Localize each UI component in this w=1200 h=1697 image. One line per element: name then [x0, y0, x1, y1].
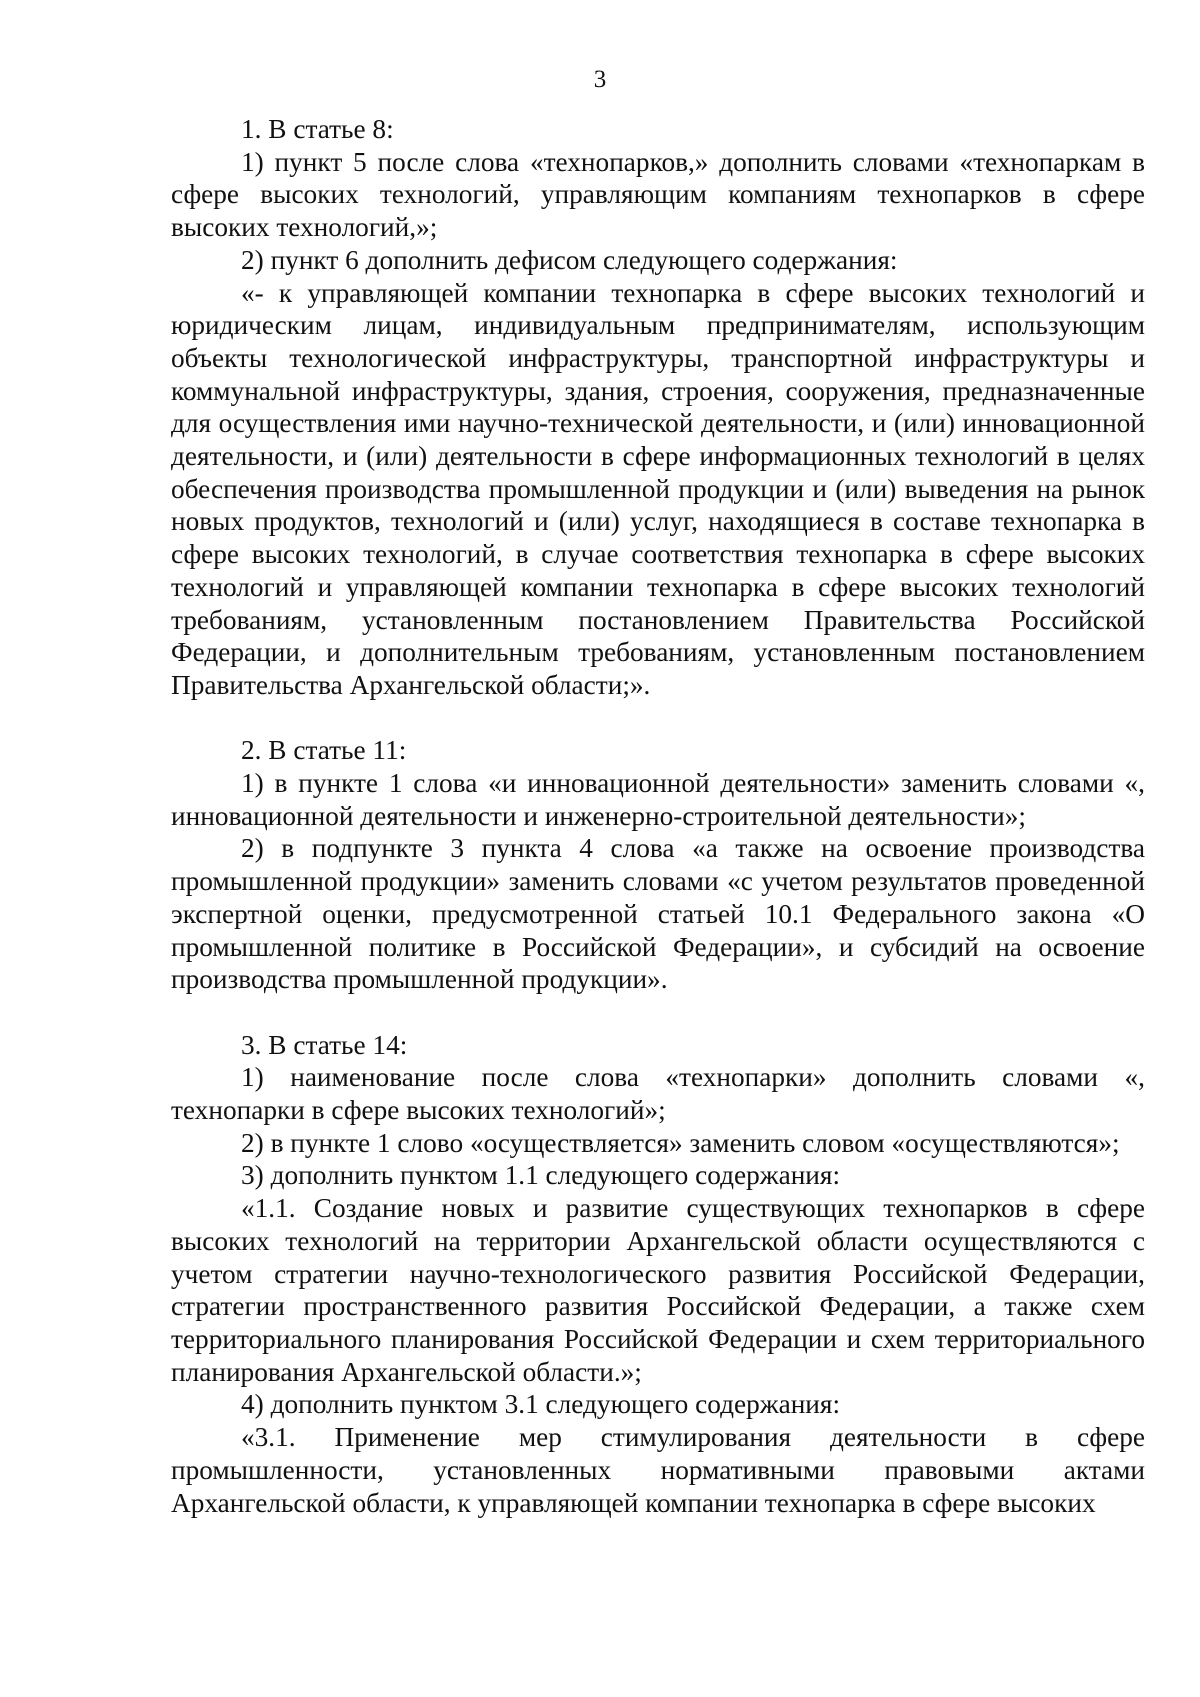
- amendment-paragraph: 4) дополнить пунктом 3.1 следующего содержания:: [241, 1389, 841, 1420]
- amendment-paragraph: 2) пункт 6 дополнить дефисом следующего содержания:: [241, 244, 898, 275]
- section-article-8: [171, 113, 1145, 702]
- section-heading: 1. В статье 8:: [241, 114, 394, 144]
- section-heading: 2. В статье 11:: [241, 735, 407, 766]
- section-article-14: [171, 1029, 1145, 1520]
- amendment-paragraph: 2) в пункте 1 слово «осуществляется» заменить словом «осуществляются»;: [241, 1127, 1120, 1158]
- amendment-paragraph: 1) в пункте 1 слова «и инновационной деятельности» заменить словами «, инновационной деятельности и инженерно-строительной деятельности»;: [171, 768, 1145, 831]
- amendment-paragraph: 3) дополнить пунктом 1.1 следующего содержания:: [241, 1160, 841, 1191]
- amendment-paragraph: 1) наименование после слова «технопарки» дополнить словами «, технопарки в сфере высоких технологий»;: [171, 1062, 1145, 1126]
- page-number: 3: [593, 66, 607, 93]
- amendment-paragraph: 1) пункт 5 после слова «технопарков,» дополнить словами «технопаркам в сфере высоких технологий, управляющим компаниям технопарков в сфере высоких технологий,»;: [171, 146, 1145, 243]
- amendment-paragraph: 2) в подпункте 3 пункта 4 слова «а также на освоение производства промышленной продукции» заменить словами «с учетом результатов проведенной экспертной оценки, предусмотренной статьей 10.1 Федерального закона «О промышленной политике в Российской Федерации», и субсидий на освоение производства промышленной продукции».: [171, 833, 1145, 995]
- section-spacer: [171, 996, 1145, 1029]
- amendment-paragraph: «1.1. Создание новых и развитие существующих технопарков в сфере высоких технологий на территории Архангельской области осуществляются с учетом стратегии научно-технологического развития Российской Федерации, стратегии пространственного развития Российской Федерации, а также схем территориального планирования Российской Федерации и схем территориального планирования Архангельской области.»;: [171, 1193, 1145, 1387]
- document-body: [171, 113, 1145, 1519]
- section-heading: 3. В статье 14:: [241, 1029, 408, 1060]
- section-spacer: [171, 702, 1145, 735]
- section-article-11: [171, 734, 1145, 996]
- amendment-paragraph-continued: «3.1. Применение мер стимулирования деятельности в сфере промышленности, установленных нормативными правовыми актами Архангельской области, к управляющей компании технопарка в сфере высоких: [171, 1422, 1145, 1518]
- amendment-paragraph: «- к управляющей компании технопарка в сфере высоких технологий и юридическим лицам, индивидуальным предпринимателям, использующим объекты технологической инфраструктуры, транспортной инфраструктуры и коммунальной инфраструктуры, здания, строения, сооружения, предназначенные для осуществления ими научно-технической деятельности, и (или) инновационной деятельности, и (или) деятельности в сфере информационных технологий в целях обеспечения производства промышленной продукции и (или) выведения на рынок новых продуктов, технологий и (или) услуг, находящиеся в составе технопарка в сфере высоких технологий, в случае соответствия технопарка в сфере высоких технологий и управляющей компании технопарка в сфере высоких технологий требованиям, установленным постановлением Правительства Российской Федерации, и дополнительным требованиям, установленным постановлением Правительства Архангельской области;».: [171, 277, 1145, 700]
